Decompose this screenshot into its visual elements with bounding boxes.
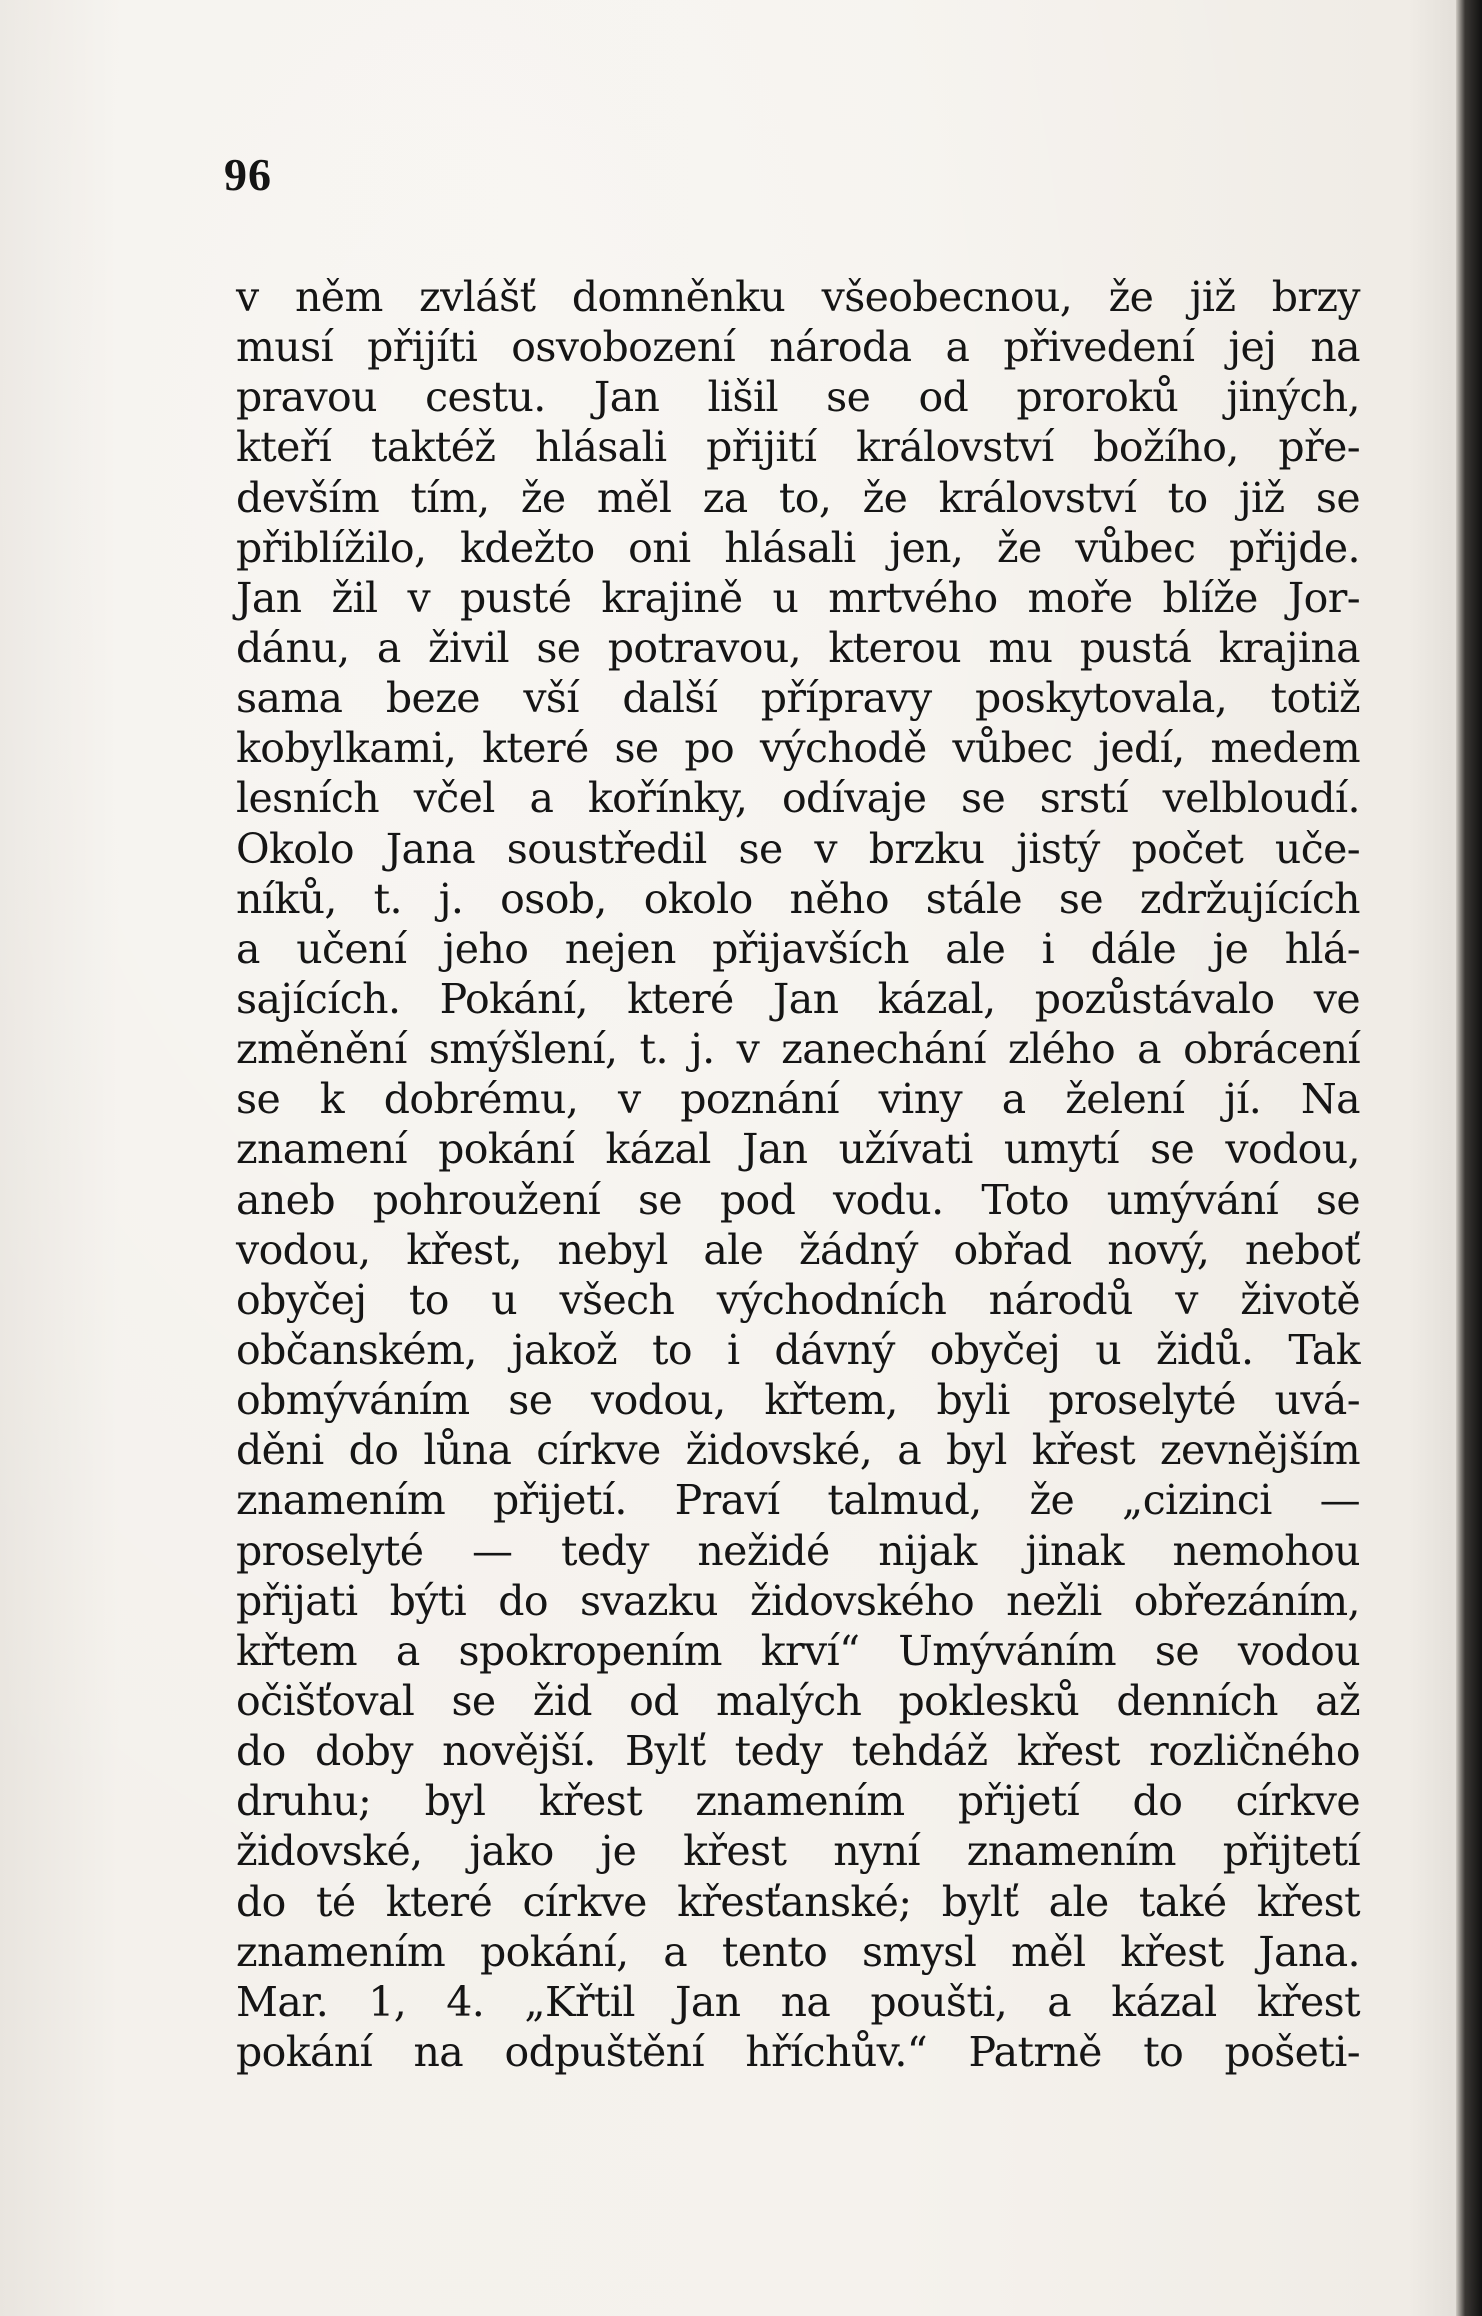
text-line: znamením pokání, a tento smysl měl křest Jana. xyxy=(236,1927,1360,1976)
text-line: do té které církve křesťanské; bylť ale také křest xyxy=(236,1877,1360,1926)
text-line: sama beze vší další přípravy poskytovala, totiž xyxy=(236,674,1360,723)
text-line: křtem a spokropením krví“ Umýváním se vodou xyxy=(236,1626,1360,1675)
text-line: Mar. 1, 4. „Křtil Jan na poušti, a kázal křest xyxy=(236,1977,1360,2026)
text-line: proselyté — tedy nežidé nijak jinak nemohou xyxy=(236,1526,1360,1575)
text-line: sajících. Pokání, které Jan kázal, pozůstávalo ve xyxy=(236,974,1360,1023)
text-line: občanském, jakož to i dávný obyčej u židů. Tak xyxy=(236,1325,1360,1374)
text-line: lesních včel a kořínky, odívaje se srstí velbloudí. xyxy=(236,774,1360,823)
text-line: aneb pohroužení se pod vodu. Toto umývání se xyxy=(236,1175,1360,1224)
text-line: do doby novější. Bylť tedy tehdáž křest rozličného xyxy=(236,1727,1360,1776)
text-line: přiblížilo, kdežto oni hlásali jen, že vůbec přijde. xyxy=(236,523,1360,572)
text-line: obmýváním se vodou, křtem, byli proselyté uvá- xyxy=(236,1376,1360,1425)
text-line: kteří taktéž hlásali přijití království božího, pře- xyxy=(236,423,1360,472)
text-line: dánu, a živil se potravou, kterou mu pustá krajina xyxy=(236,623,1360,672)
text-line: v něm zvlášť domněnku všeobecnou, že již brzy xyxy=(236,273,1360,321)
page-edge-shadow xyxy=(1456,0,1482,2316)
text-line: Jan žil v pusté krajině u mrtvého moře blíže Jor- xyxy=(236,573,1360,622)
text-line: kobylkami, které se po východě vůbec jedí, medem xyxy=(236,724,1360,773)
text-line: pokání na odpuštění hříchův.“ Patrně to pošeti- xyxy=(236,2027,1360,2076)
text-line: níků, t. j. osob, okolo něho stále se zdržujících xyxy=(236,874,1360,923)
text-line: znamení pokání kázal Jan užívati umytí se vodou, xyxy=(236,1125,1360,1174)
text-line: přijati býti do svazku židovského nežli obřezáním, xyxy=(236,1576,1360,1625)
text-line: musí přijíti osvobození národa a přivedení jej na xyxy=(236,323,1360,372)
text-line: vodou, křest, nebyl ale žádný obřad nový, neboť xyxy=(236,1225,1360,1274)
body-text xyxy=(236,272,1360,2077)
text-line: a učení jeho nejen přijavších ale i dále je hlá- xyxy=(236,924,1360,973)
text-line: děni do lůna církve židovské, a byl křest zevnějším xyxy=(236,1426,1360,1475)
text-line: druhu; byl křest znamením přijetí do církve xyxy=(236,1777,1360,1826)
text-line: změnění smýšlení, t. j. v zanechání zlého a obrácení xyxy=(236,1025,1360,1074)
text-line: očišťoval se žid od malých poklesků denních až xyxy=(236,1676,1360,1725)
text-line: znamením přijetí. Praví talmud, že „cizinci — xyxy=(236,1476,1360,1525)
text-line: devším tím, že měl za to, že království to již se xyxy=(236,473,1360,522)
text-line: židovské, jako je křest nyní znamením přijtetí xyxy=(236,1827,1360,1876)
text-line: se k dobrému, v poznání viny a želení jí. Na xyxy=(236,1075,1360,1124)
text-line: Okolo Jana soustředil se v brzku jistý počet uče- xyxy=(236,824,1360,873)
text-line: obyčej to u všech východních národů v životě xyxy=(236,1275,1360,1324)
page-number: 96 xyxy=(224,149,272,200)
text-line: pravou cestu. Jan lišil se od proroků jiných, xyxy=(236,373,1360,422)
